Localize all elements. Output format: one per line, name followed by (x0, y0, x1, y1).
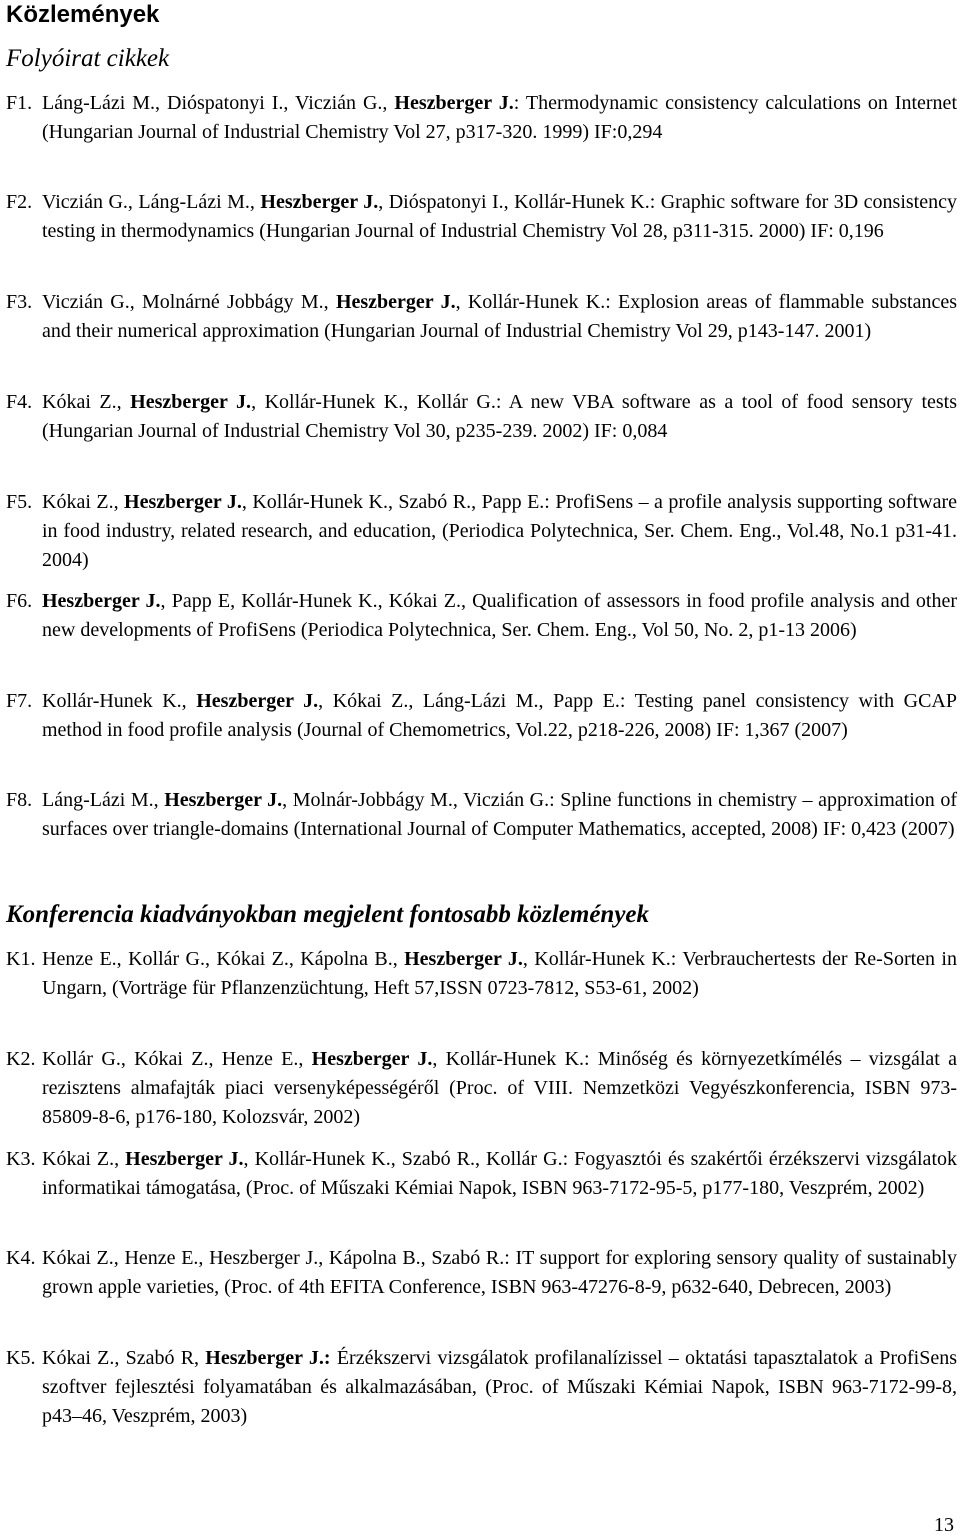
author-highlight: Heszberger J. (130, 391, 252, 413)
author-highlight: Heszberger J. (260, 191, 379, 213)
entry-text-segment: , Kókai Z., Láng-Lázi M., Papp E.: Testing panel consistency with GCAP method in food profile analysis (Journal of Chemometrics, Vol.22, p218-226, 2008) IF: 1,367 (2007) (42, 690, 957, 741)
author-highlight: Heszberger J. (196, 690, 319, 712)
entry-number: F3. (6, 291, 33, 313)
entry-text-segment: Kókai Z., Szabó R, (42, 1347, 206, 1369)
author-highlight: Heszberger J. (311, 1048, 433, 1070)
publication-entry-f5 (6, 488, 957, 575)
publication-entry-f1 (6, 89, 957, 147)
publication-entry-k2 (6, 1045, 957, 1132)
author-highlight: Heszberger J. (164, 789, 283, 811)
entry-text-segment: , Papp E, Kollár-Hunek K., Kókai Z., Qualification of assessors in food profile analysis and other new developments of ProfiSens (Periodica Polytechnica, Ser. Chem. Eng., Vol 50, No. 2, p1-13 2006) (42, 590, 957, 641)
entry-text (42, 388, 957, 446)
entry-text-segment: Henze E., Kollár G., Kókai Z., Kápolna B., (42, 948, 405, 970)
publication-entry-f8 (6, 786, 957, 844)
entry-number: F7. (6, 690, 33, 712)
publication-entry-k5 (6, 1344, 957, 1431)
entry-text (42, 1145, 957, 1203)
entry-text (42, 687, 957, 745)
entry-text-segment: Érzékszervi vizsgálatok profilanalízissel – oktatási tapasztalatok a ProfiSens szoftver fejlesztési folyamatában és alkalmazásában, (Proc. of Műszaki Kémiai Napok, ISBN 963-7172-99-8, p43–46, Veszprém, 2003) (42, 1347, 958, 1427)
entry-number: K5. (6, 1347, 36, 1369)
author-highlight: Heszberger J. (124, 491, 242, 513)
entry-number: F1. (6, 92, 33, 114)
entry-text-segment: , Kollár-Hunek K.: Explosion areas of flammable substances and their numerical approximation (Hungarian Journal of Industrial Chemistry Vol 29, p143-147. 2001) (42, 291, 957, 342)
entry-number: F8. (6, 789, 33, 811)
entry-text-segment: , Dióspatonyi I., Kollár-Hunek K.: Graphic software for 3D consistency testing in thermodynamics (Hungarian Journal of Industrial Chemistry Vol 28, p311-315. 2000) IF: 0,196 (42, 191, 957, 242)
entry-number: K4. (6, 1247, 36, 1269)
entry-text (42, 1045, 957, 1132)
page-title: Közlemények (6, 1, 160, 28)
author-highlight: Heszberger J. (404, 948, 523, 970)
entry-text-segment: Kókai Z., (42, 1148, 126, 1170)
author-highlight: Heszberger J.: (205, 1347, 331, 1369)
author-highlight: Heszberger J. (394, 92, 514, 114)
entry-text (42, 1244, 957, 1302)
entry-number: F2. (6, 191, 33, 213)
author-highlight: Heszberger J. (42, 590, 161, 612)
entry-text (42, 89, 957, 147)
entry-text-segment: Kókai Z., (42, 491, 125, 513)
entry-text (42, 288, 957, 346)
author-highlight: Heszberger J. (335, 291, 456, 313)
publication-entry-f7 (6, 687, 957, 745)
entry-text-segment: Kókai Z., (42, 391, 131, 413)
entry-text (42, 488, 957, 575)
entry-number: F5. (6, 491, 33, 513)
entry-text-segment: Kókai Z., Henze E., Heszberger J., Kápolna B., Szabó R.: IT support for exploring sensory quality of sustainably grown apple varieties, (Proc. of 4th EFITA Conference, ISBN 963-47276-8-9, p632-640, Debrecen, 2003) (42, 1247, 957, 1298)
entry-text (42, 945, 957, 1003)
author-highlight: Heszberger J. (125, 1148, 244, 1170)
publication-entry-f2 (6, 188, 957, 246)
publication-entry-f4 (6, 388, 957, 446)
entry-number: F6. (6, 590, 33, 612)
section-heading-conference: Konferencia kiadványokban megjelent fontosabb közlemények (6, 901, 650, 928)
entry-text (42, 786, 957, 844)
entry-text (42, 587, 957, 645)
publication-entry-k3 (6, 1145, 957, 1203)
section-heading-journal: Folyóirat cikkek (6, 45, 170, 72)
page-number: 13 (934, 1514, 954, 1536)
entry-number: K1. (6, 948, 36, 970)
entry-text (42, 188, 957, 246)
publication-entry-f3 (6, 288, 957, 346)
entry-text-segment: Láng-Lázi M., (42, 789, 165, 811)
entry-text-segment: Viczián G., Molnárné Jobbágy M., (42, 291, 336, 313)
entry-number: K2. (6, 1048, 36, 1070)
entry-text-segment: Kollár-Hunek K., (42, 690, 197, 712)
publication-entry-k4 (6, 1244, 957, 1302)
entry-text (42, 1344, 957, 1431)
entry-text-segment: : Thermodynamic consistency calculations on Internet (Hungarian Journal of Industrial Chemistry Vol 27, p317-320. 1999) IF:0,294 (42, 92, 957, 143)
entry-text-segment: , Kollár-Hunek K.: Minőség és környezetkímélés – vizsgálat a rezisztens almafajták piaci versenyképességéről (Proc. of VIII. Nemzetközi Vegyészkonferencia, ISBN 973-85809-8-6, p176-180, Kolozsvár, 2002) (42, 1048, 957, 1128)
entry-text-segment: Láng-Lázi M., Dióspatonyi I., Viczián G., (42, 92, 395, 114)
publication-entry-k1 (6, 945, 957, 1003)
entry-text-segment: , Kollár-Hunek K., Kollár G.: A new VBA software as a tool of food sensory tests (Hungarian Journal of Industrial Chemistry Vol 30, p235-239. 2002) IF: 0,084 (42, 391, 957, 442)
entry-text-segment: , Molnár-Jobbágy M., Viczián G.: Spline functions in chemistry – approximation of surfaces over triangle-domains (International Journal of Computer Mathematics, accepted, 2008) IF: 0,423 (2007) (42, 789, 957, 840)
entry-number: F4. (6, 391, 33, 413)
entry-text-segment: Viczián G., Láng-Lázi M., (42, 191, 261, 213)
entry-text-segment: , Kollár-Hunek K., Szabó R., Papp E.: ProfiSens – a profile analysis supporting software in food industry, related research, and education, (Periodica Polytechnica, Ser. Chem. Eng., Vol.48, No.1 p31-41. 2004) (42, 491, 957, 571)
entry-text-segment: , Kollár-Hunek K.: Verbrauchertests der Re-Sorten in Ungarn, (Vorträge für Pflanzenzüchtung, Heft 57,ISSN 0723-7812, S53-61, 2002) (42, 948, 957, 999)
entry-text-segment: Kollár G., Kókai Z., Henze E., (42, 1048, 312, 1070)
entry-text-segment: , Kollár-Hunek K., Szabó R., Kollár G.: Fogyasztói és szakértői érzékszervi vizsgálatok informatikai támogatása, (Proc. of Műszaki Kémiai Napok, ISBN 963-7172-95-5, p177-180, Veszprém, 2002) (42, 1148, 957, 1199)
entry-number: K3. (6, 1148, 36, 1170)
publication-entry-f6 (6, 587, 957, 645)
